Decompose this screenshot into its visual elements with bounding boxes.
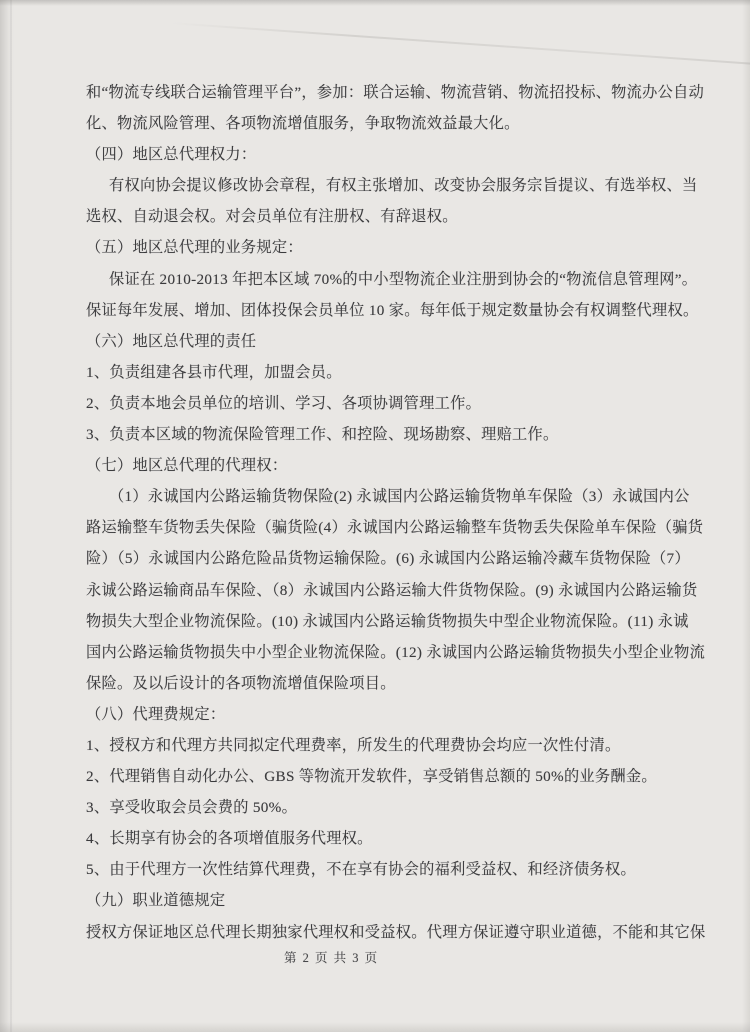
document-body <box>86 77 722 948</box>
section-heading: （七）地区总代理的代理权： <box>86 457 288 475</box>
list-item: 1、授权方和代理方共同拟定代理费率，所发生的代理费协会均应一次性付清。 <box>86 736 621 754</box>
doc-line: （1）永诚国内公路运输货物保险(2) 永诚国内公路运输货物单车保险（3）永诚国内公 <box>109 488 690 506</box>
doc-line: 化、物流风险管理、各项物流增值服务，争取物流效益最大化。 <box>86 115 520 133</box>
doc-line: 物损失大型企业物流保险。(10) 永诚国内公路运输货物损失中型企业物流保险。(11) 永诚 <box>86 612 689 630</box>
doc-line: 有权向协会提议修改协会章程，有权主张增加、改变协会服务宗旨提议、有选举权、当 <box>109 177 698 195</box>
doc-line: 和“物流专线联合运输管理平台”，参加：联合运输、物流营销、物流招投标、物流办公自动 <box>86 84 705 101</box>
doc-line: 保险。及以后设计的各项物流增值保险项目。 <box>86 674 396 692</box>
doc-line: 国内公路运输货物损失中小型企业物流保险。(12) 永诚国内公路运输货物损失小型企业物流 <box>86 643 706 661</box>
list-item: 2、负责本地会员单位的培训、学习、各项协调管理工作。 <box>86 394 482 412</box>
section-heading: （八）代理费规定： <box>86 705 226 723</box>
section-heading: （九）职业道德规定 <box>86 892 226 910</box>
doc-line: 选权、自动退会权。对会员单位有注册权、有辞退权。 <box>86 208 458 226</box>
paper-top-edge-shadow <box>0 0 750 6</box>
doc-line: 路运输整车货物丢失保险（骗货险(4）永诚国内公路运输整车货物丢失保险单车保险（骗货 <box>86 519 704 537</box>
list-item: 3、负责本区域的物流保险管理工作、和控险、现场勘察、理赔工作。 <box>86 426 559 444</box>
paper-bottom-edge-shadow <box>0 1022 750 1032</box>
paper-diagonal-crease <box>170 22 750 67</box>
doc-line: 授权方保证地区总代理长期独家代理权和受益权。代理方保证遵守职业道德，不能和其它保 <box>86 923 706 941</box>
list-item: 2、代理销售自动化办公、GBS 等物流开发软件，享受销售总额的 50%的业务酬金。 <box>86 768 657 786</box>
doc-line: 保证在 2010-2013 年把本区域 70%的中小型物流企业注册到协会的“物流信息管理网”。 <box>109 270 698 288</box>
list-item: 4、长期享有协会的各项增值服务代理权。 <box>86 830 373 848</box>
paper-right-edge-shadow <box>742 0 750 1032</box>
page-number: 第 2 页 共 3 页 <box>284 951 379 965</box>
section-heading: （四）地区总代理权力： <box>86 146 257 164</box>
section-heading: （五）地区总代理的业务规定： <box>86 239 303 257</box>
section-heading: （六）地区总代理的责任 <box>86 332 257 350</box>
doc-line: 险）（5）永诚国内公路危险品货物运输保险。(6) 永诚国内公路运输冷藏车货物保险（7） <box>86 550 690 568</box>
doc-line: 永诚公路运输商品车保险、（8）永诚国内公路运输大件货物保险。(9) 永诚国内公路运输货 <box>86 581 698 599</box>
paper-vertical-crease <box>10 0 12 1032</box>
list-item: 1、负责组建各县市代理，加盟会员。 <box>86 363 342 381</box>
doc-line: 保证每年发展、增加、团体投保会员单位 10 家。每年低于规定数量协会有权调整代理权。 <box>86 301 699 319</box>
list-item: 3、享受收取会员会费的 50%。 <box>86 799 298 817</box>
list-item: 5、由于代理方一次性结算代理费，不在享有协会的福利受益权、和经济债务权。 <box>86 861 636 879</box>
